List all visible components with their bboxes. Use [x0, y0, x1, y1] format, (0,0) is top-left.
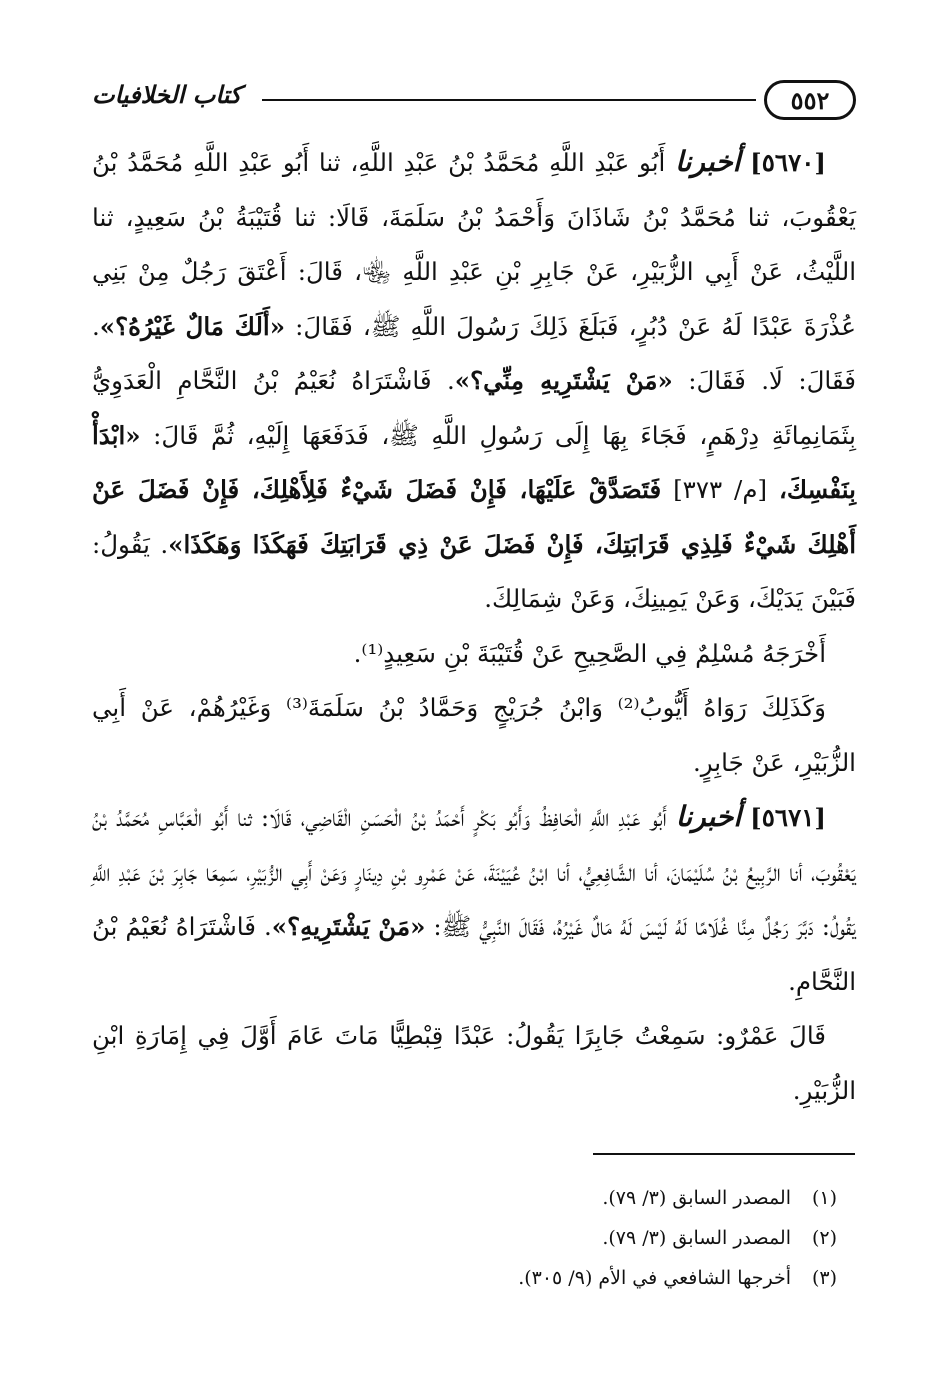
takhrij-paragraph: أَخْرَجَهُ مُسْلِمٌ فِي الصَّحِيحِ عَنْ قُتَيْبَةَ بْنِ سَعِيدٍ⁽¹⁾. [353, 638, 826, 668]
isnad-text: أَبُو عَبْدِ اللَّهِ مُحَمَّدُ بْنُ عَبْدِ اللَّهِ، ثنا أَبُو عَبْدِ اللَّهِ مُحَمَّدُ بْنُ يَعْقُوبَ، ثنا مُحَمَّدُ بْنُ شَاذَانَ وَأَحْمَدُ بْنُ سَلَمَةَ، قَالَا: ثنا قُتَيْبَةُ بْنُ سَعِيدٍ، ثنا اللَّيْثُ، عَنْ أَبِي الزُّبَيْرِ، عَنْ جَابِرِ بْنِ عَبْدِ اللَّهِ ﵄، قَالَ: أَعْتَقَ رَجُلٌ مِنْ بَنِي عُذْرَةَ عَبْدًا لَهُ عَنْ دُبُرٍ، فَبَلَغَ ذَلِكَ رَسُولَ اللَّهِ ﷺ، فَقَالَ: [92, 148, 856, 341]
record-number: [٥٦٧٠] [750, 148, 826, 177]
book-title: كتاب الخلافيات [92, 80, 242, 109]
isnad-text: أَبُو عَبْدِ اللَّهِ الْحَافِظُ وَأَبُو بَكْرٍ أَحْمَدُ بْنُ الْحَسَنِ الْقَاضِي، قَالَا: ثنا أَبُو الْعَبَّاسِ مُحَمَّدُ بْنُ يَعْقُوبَ، أنا الرَّبِيعُ بْنُ سُلَيْمَانَ، أنا الشَّافِعِيُّ، أنا ابْنُ عُيَيْنَةَ، عَنْ عَمْرِو بْنِ دِينَارٍ وَعَنْ أَبِي الزُّبَيْرِ، سَمِعَا جَابِرَ بْنَ عَبْدِ اللَّهِ يَقُولُ: دَبَّرَ رَجُلٌ مِنَّا غُلَامًا لَهُ لَيْسَ لَهُ مَالٌ غَيْرُهُ، فَقَالَ النَّبِيُّ ﷺ: [92, 803, 857, 941]
prophetic-quote: فَتَصَدَّقْ عَلَيْهَا، فَإِنْ فَضَلَ شَيْءٌ فَلِأَهْلِكَ، فَإِنْ فَضَلَ عَنْ أَهْلِكَ شَيْءٌ فَلِذِي قَرَابَتِكَ، فَإِنْ فَضَلَ عَنْ ذِي قَرَابَتِكَ فَهَكَذَا وَهَكَذَا» [92, 475, 856, 559]
page-number-badge: ٥٥٢ [764, 80, 856, 120]
prophetic-quote: «مَنْ يَشْتَرِيهِ؟» [271, 912, 426, 941]
other-narrations-paragraph: وَكَذَلِكَ رَوَاهُ أَيُّوبُ⁽²⁾ وَابْنُ جُرَيْجٍ وَحَمَّادُ بْنُ سَلَمَةَ⁽³⁾ وَغَيْرُهُمْ، عَنْ أَبِي الزُّبَيْرِ، عَنْ جَابِرٍ. [92, 693, 856, 777]
record-number: [٥٦٧١] [750, 803, 826, 832]
footnote-text: المصدر السابق (٣/ ٧٩). [602, 1187, 791, 1209]
footnote-number: (٣) [811, 1267, 837, 1289]
footnote-item [237, 1218, 837, 1258]
prophetic-quote: «ابْدَأْ بِنَفْسِكَ، [92, 420, 856, 504]
footnote-number: (٢) [811, 1227, 837, 1249]
footnote-text: المصدر السابق (٣/ ٧٩). [602, 1227, 791, 1249]
footnote-number: (١) [811, 1187, 837, 1209]
main-text [92, 135, 856, 1118]
narration-text: . فَاشْتَرَاهُ نُعَيْمُ بْنُ النَّحَّامِ الْعَدَوِيُّ بِثَمَانِمِائَةِ دِرْهَمٍ، فَجَاءَ بِهَا إِلَى رَسُولِ اللَّهِ ﷺ، فَدَفَعَهَا إِلَيْهِ، ثُمَّ قَالَ: [92, 366, 856, 450]
header-rule [262, 99, 756, 101]
running-header [92, 74, 856, 130]
footnote-separator [593, 1153, 855, 1155]
footnote-item [237, 1178, 837, 1218]
narration-text: . يَقُولُ: فَبَيْنَ يَدَيْكَ، وَعَنْ يَمِينِكَ، وَعَنْ شِمَالِكَ. [92, 529, 856, 613]
narration-text: . فَاشْتَرَاهُ نُعَيْمُ بْنُ النَّحَّامِ. [92, 912, 856, 996]
amr-statement-paragraph: قَالَ عَمْرٌو: سَمِعْتُ جَابِرًا يَقُولُ: عَبْدًا قِبْطِيًّا مَاتَ عَامَ أَوَّلَ فِي إِمَارَةِ ابْنِ الزُّبَيْرِ. [92, 1021, 856, 1105]
paragraph-5670 [92, 135, 856, 627]
akhbarana-keyword: أخبرنا [675, 800, 742, 833]
prophetic-quote: «مَنْ يَشْتَرِيهِ مِنِّي؟» [454, 366, 673, 395]
footnotes [237, 1178, 837, 1298]
prophetic-quote: «أَلَكَ مَالٌ غَيْرُهُ؟» [99, 311, 286, 341]
narration-text: . فَقَالَ: لَا. فَقَالَ: [92, 311, 856, 395]
footnote-text: أخرجها الشافعي في الأم (٩/ ٣٠٥). [518, 1267, 791, 1289]
paragraph-5671 [92, 790, 856, 1009]
akhbarana-keyword: أخبرنا [675, 145, 741, 178]
manuscript-page-ref: [م/ ٣٧٣] [673, 475, 768, 504]
footnote-item [237, 1258, 837, 1298]
